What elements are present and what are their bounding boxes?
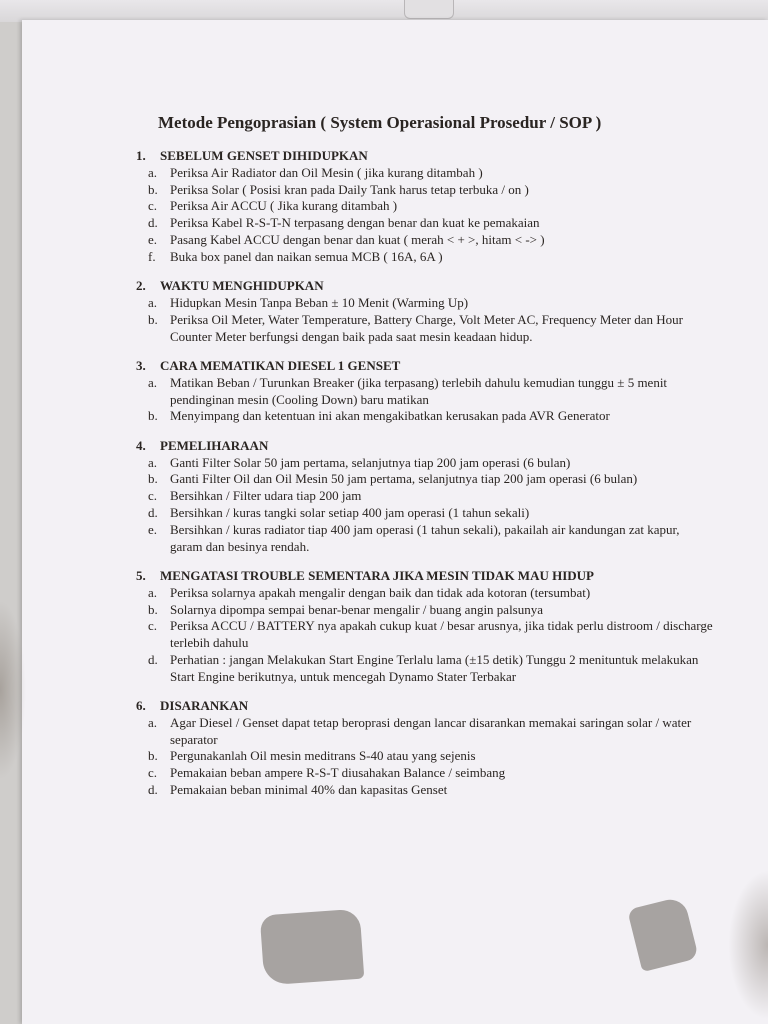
item-letter: b. — [148, 181, 158, 197]
section-heading-text: PEMELIHARAAN — [160, 437, 269, 453]
list-item — [136, 782, 736, 799]
item-text: Pasang Kabel ACCU dengan benar dan kuat ( merah < + >, hitam < -> ) — [170, 231, 545, 247]
item-letter: f. — [148, 248, 156, 264]
item-letter: c. — [148, 765, 158, 781]
item-text: Bersihkan / kuras radiator tiap 400 jam operasi (1 tahun sekali), pakailah air kandungan zat kapur, garam dan besinya rendah. — [170, 521, 680, 554]
list-item — [136, 295, 736, 312]
paper-top-edge — [0, 0, 768, 22]
paper-stain-left — [0, 600, 26, 780]
item-text: Ganti Filter Oil dan Oil Mesin 50 jam pertama, selanjutnya tiap 200 jam operasi (6 bulan) — [170, 471, 638, 487]
list-item — [136, 232, 736, 249]
item-letter: e. — [148, 521, 158, 537]
list-item — [136, 408, 736, 425]
item-letter: d. — [148, 215, 158, 231]
item-letter: a. — [148, 374, 158, 390]
item-letter: d. — [148, 504, 158, 520]
document-title: Metode Pengoprasian ( System Operasional Prosedur / SOP ) — [158, 113, 602, 132]
section-items — [136, 585, 736, 686]
item-text: Pergunakanlah Oil mesin meditrans S-40 atau yang sejenis — [170, 748, 476, 764]
section-heading-text: SEBELUM GENSET DIHIDUPKAN — [160, 148, 368, 163]
list-item — [136, 522, 736, 556]
item-letter: b. — [148, 748, 158, 764]
item-text: Periksa Solar ( Posisi kran pada Daily Tank harus tetap terbuka / on ) — [170, 181, 529, 197]
section-heading — [136, 698, 736, 715]
item-letter: a. — [148, 294, 158, 310]
item-text: Periksa Air ACCU ( Jika kurang ditambah ) — [170, 198, 398, 214]
section-heading — [136, 278, 736, 295]
item-text: Hidupkan Mesin Tanpa Beban ± 10 Menit (Warming Up) — [170, 294, 469, 310]
list-item — [136, 215, 736, 232]
list-item — [136, 455, 736, 472]
sop-sections — [136, 148, 736, 811]
section-number: 6. — [136, 698, 146, 714]
item-letter: a. — [148, 164, 158, 180]
list-item — [136, 715, 736, 749]
list-item — [136, 182, 736, 199]
section-2 — [136, 278, 736, 345]
list-item — [136, 765, 736, 782]
list-item — [136, 488, 736, 505]
list-item — [136, 312, 736, 346]
list-item — [136, 748, 736, 765]
item-letter: a. — [148, 584, 158, 600]
item-text: Periksa Kabel R-S-T-N terpasang dengan benar dan kuat ke pemakaian — [170, 215, 540, 231]
list-item — [136, 165, 736, 182]
section-number: 1. — [136, 148, 146, 163]
section-heading — [136, 438, 736, 455]
item-text: Solarnya dipompa sempai benar-benar mengalir / buang angin palsunya — [170, 601, 544, 617]
item-text: Periksa Air Radiator dan Oil Mesin ( jika kurang ditambah ) — [170, 164, 483, 180]
list-item — [136, 471, 736, 488]
item-text: Periksa solarnya apakah mengalir dengan baik dan tidak ada kotoran (tersumbat) — [170, 584, 591, 600]
section-heading-text: WAKTU MENGHIDUPKAN — [160, 278, 324, 294]
section-items — [136, 295, 736, 345]
section-number: 4. — [136, 437, 146, 453]
section-number: 3. — [136, 357, 146, 373]
item-letter: b. — [148, 601, 158, 617]
item-text: Agar Diesel / Genset dapat tetap beroprasi dengan lancar disarankan memakai saringan solar / water separator — [170, 714, 692, 747]
section-number: 2. — [136, 278, 146, 294]
item-text: Menyimpang dan ketentuan ini akan mengakibatkan kerusakan pada AVR Generator — [170, 408, 610, 424]
item-text: Ganti Filter Solar 50 jam pertama, selanjutnya tiap 200 jam operasi (6 bulan) — [170, 454, 571, 470]
section-items — [136, 715, 736, 799]
item-text: Bersihkan / kuras tangki solar setiap 400 jam operasi (1 tahun sekali) — [170, 504, 530, 520]
section-items — [136, 165, 736, 266]
list-item — [136, 198, 736, 215]
section-heading-text: MENGATASI TROUBLE SEMENTARA JIKA MESIN TIDAK MAU HIDUP — [160, 567, 594, 583]
section-3 — [136, 358, 736, 425]
item-text: Periksa ACCU / BATTERY nya apakah cukup kuat / besar arusnya, jika tidak perlu distroom / discharge terlebih dahulu — [170, 618, 713, 651]
section-heading-text: CARA MEMATIKAN DIESEL 1 GENSET — [160, 357, 401, 373]
item-letter: b. — [148, 471, 158, 487]
item-letter: d. — [148, 782, 158, 798]
item-letter: a. — [148, 454, 158, 470]
item-text: Periksa Oil Meter, Water Temperature, Battery Charge, Volt Meter AC, Frequency Meter dan Hour Counter Meter berfungsi dengan baik pada saat mesin keadaan hidup. — [170, 311, 683, 344]
item-text: Pemakaian beban minimal 40% dan kapasitas Genset — [170, 782, 448, 798]
item-letter: a. — [148, 714, 158, 730]
list-item — [136, 652, 736, 686]
item-letter: c. — [148, 488, 158, 504]
list-item — [136, 375, 736, 409]
item-letter: e. — [148, 231, 158, 247]
item-letter: d. — [148, 651, 158, 667]
item-text: Bersihkan / Filter udara tiap 200 jam — [170, 488, 362, 504]
section-heading — [136, 148, 736, 165]
section-6 — [136, 698, 736, 799]
item-text: Perhatian : jangan Melakukan Start Engine Terlalu lama (±15 detik) Tunggu 2 menituntuk melakukan Start Engine berikutnya, untuk mencegah Dynamo Stater Terbakar — [170, 651, 699, 684]
item-text: Buka box panel dan naikan semua MCB ( 16A, 6A ) — [170, 248, 443, 264]
section-number: 5. — [136, 567, 146, 583]
section-5 — [136, 568, 736, 686]
list-item — [136, 602, 736, 619]
section-heading-text: DISARANKAN — [160, 698, 249, 714]
paper-clip — [404, 0, 454, 19]
section-4 — [136, 438, 736, 556]
item-letter: b. — [148, 408, 158, 424]
item-letter: c. — [148, 618, 158, 634]
section-1 — [136, 148, 736, 266]
list-item — [136, 505, 736, 522]
section-items — [136, 375, 736, 425]
list-item — [136, 618, 736, 652]
list-item — [136, 249, 736, 266]
item-letter: b. — [148, 311, 158, 327]
section-items — [136, 455, 736, 556]
item-text: Pemakaian beban ampere R-S-T diusahakan Balance / seimbang — [170, 765, 506, 781]
paper-stain-bottom-left — [260, 909, 365, 986]
item-letter: c. — [148, 198, 158, 214]
paper-stain-right — [728, 870, 768, 1020]
section-heading — [136, 568, 736, 585]
item-text: Matikan Beban / Turunkan Breaker (jika terpasang) terlebih dahulu kemudian tunggu ± 5 menit pendinginan mesin (Cooling Down) baru matikan — [170, 374, 668, 407]
section-heading — [136, 358, 736, 375]
list-item — [136, 585, 736, 602]
